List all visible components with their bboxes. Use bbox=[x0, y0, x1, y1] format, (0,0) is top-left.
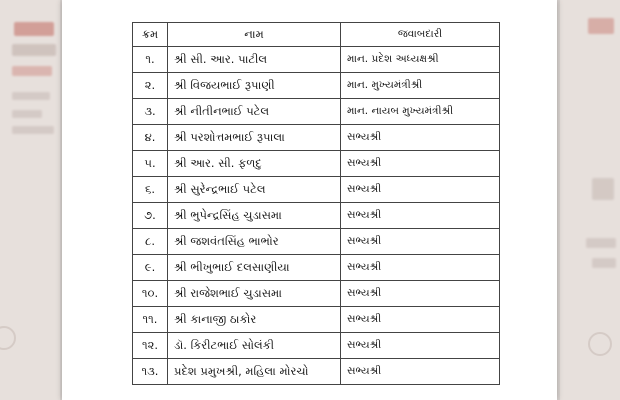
members-table bbox=[132, 22, 500, 385]
row-role: સભ્યશ્રી bbox=[341, 333, 500, 359]
row-serial: ૯. bbox=[133, 255, 168, 281]
table-row bbox=[133, 203, 500, 229]
background-block bbox=[592, 178, 614, 200]
table-row bbox=[133, 177, 500, 203]
row-role: સભ્યશ્રી bbox=[341, 307, 500, 333]
row-serial: ૨. bbox=[133, 73, 168, 99]
background-text-line bbox=[12, 66, 52, 76]
header-serial: ક્રમ bbox=[133, 23, 168, 47]
row-serial: ૧૧. bbox=[133, 307, 168, 333]
background-text-line bbox=[12, 110, 42, 118]
table-row bbox=[133, 99, 500, 125]
table-row bbox=[133, 333, 500, 359]
table-row bbox=[133, 73, 500, 99]
row-serial: ૪. bbox=[133, 125, 168, 151]
row-name: ડૉ. કિરીટભાઈ સોલંકી bbox=[168, 333, 341, 359]
table-row bbox=[133, 125, 500, 151]
row-role: સભ્યશ્રી bbox=[341, 229, 500, 255]
row-role: સભ્યશ્રી bbox=[341, 125, 500, 151]
background-page-left bbox=[0, 0, 60, 400]
row-serial: ૧૦. bbox=[133, 281, 168, 307]
background-circle-icon bbox=[588, 332, 612, 356]
image-viewer-sheet bbox=[62, 0, 557, 400]
row-role: સભ્યશ્રી bbox=[341, 151, 500, 177]
table-row bbox=[133, 307, 500, 333]
row-role: સભ્યશ્રી bbox=[341, 359, 500, 385]
row-serial: ૬. bbox=[133, 177, 168, 203]
row-serial: ૫. bbox=[133, 151, 168, 177]
row-serial: ૧૩. bbox=[133, 359, 168, 385]
row-role: માન. મુખ્યમંત્રીશ્રી bbox=[341, 73, 500, 99]
row-name: શ્રી આર. સી. ફળદુ bbox=[168, 151, 341, 177]
table-row bbox=[133, 151, 500, 177]
table-row bbox=[133, 359, 500, 385]
row-role: માન. નાયબ મુખ્યમંત્રીશ્રી bbox=[341, 99, 500, 125]
header-name: નામ bbox=[168, 23, 341, 47]
row-name: શ્રી ભુપેન્દ્રસિંહ ચુડાસમા bbox=[168, 203, 341, 229]
row-name: શ્રી કાનાજી ઠાકોર bbox=[168, 307, 341, 333]
row-name: શ્રી સી. આર. પાટીલ bbox=[168, 47, 341, 73]
row-serial: ૧. bbox=[133, 47, 168, 73]
row-name: શ્રી પરશોત્તમભાઈ રૂપાલા bbox=[168, 125, 341, 151]
table-row bbox=[133, 47, 500, 73]
background-circle-icon bbox=[0, 326, 16, 350]
row-role: માન. પ્રદેશ અધ્યક્ષશ્રી bbox=[341, 47, 500, 73]
row-serial: ૮. bbox=[133, 229, 168, 255]
row-role: સભ્યશ્રી bbox=[341, 177, 500, 203]
table-row bbox=[133, 255, 500, 281]
background-block bbox=[588, 18, 614, 34]
row-role: સભ્યશ્રી bbox=[341, 281, 500, 307]
table-header-row bbox=[133, 23, 500, 47]
header-role: જવાબદારી bbox=[341, 23, 500, 47]
row-serial: ૭. bbox=[133, 203, 168, 229]
background-page-right bbox=[560, 0, 620, 400]
row-name: શ્રી જશવંતસિંહ ભાભોર bbox=[168, 229, 341, 255]
row-name: પ્રદેશ પ્રમુખશ્રી, મહિલા મોરચો bbox=[168, 359, 341, 385]
background-text-line bbox=[12, 126, 54, 134]
row-name: શ્રી રાજેશભાઈ ચુડાસમા bbox=[168, 281, 341, 307]
row-name: શ્રી વિજયભાઈ રૂપાણી bbox=[168, 73, 341, 99]
background-text-line bbox=[586, 238, 616, 248]
row-name: શ્રી નીતીનભાઈ પટેલ bbox=[168, 99, 341, 125]
background-text-line bbox=[12, 44, 56, 56]
background-text-line bbox=[12, 92, 50, 100]
table-row bbox=[133, 229, 500, 255]
row-role: સભ્યશ્રી bbox=[341, 203, 500, 229]
row-role: સભ્યશ્રી bbox=[341, 255, 500, 281]
background-brand-text bbox=[14, 22, 54, 36]
row-name: શ્રી સુરેન્દ્રભાઈ પટેલ bbox=[168, 177, 341, 203]
row-serial: ૧૨. bbox=[133, 333, 168, 359]
table-row bbox=[133, 281, 500, 307]
row-name: શ્રી ભીખુભાઈ દલસાણીયા bbox=[168, 255, 341, 281]
row-serial: ૩. bbox=[133, 99, 168, 125]
background-text-line bbox=[592, 258, 616, 268]
